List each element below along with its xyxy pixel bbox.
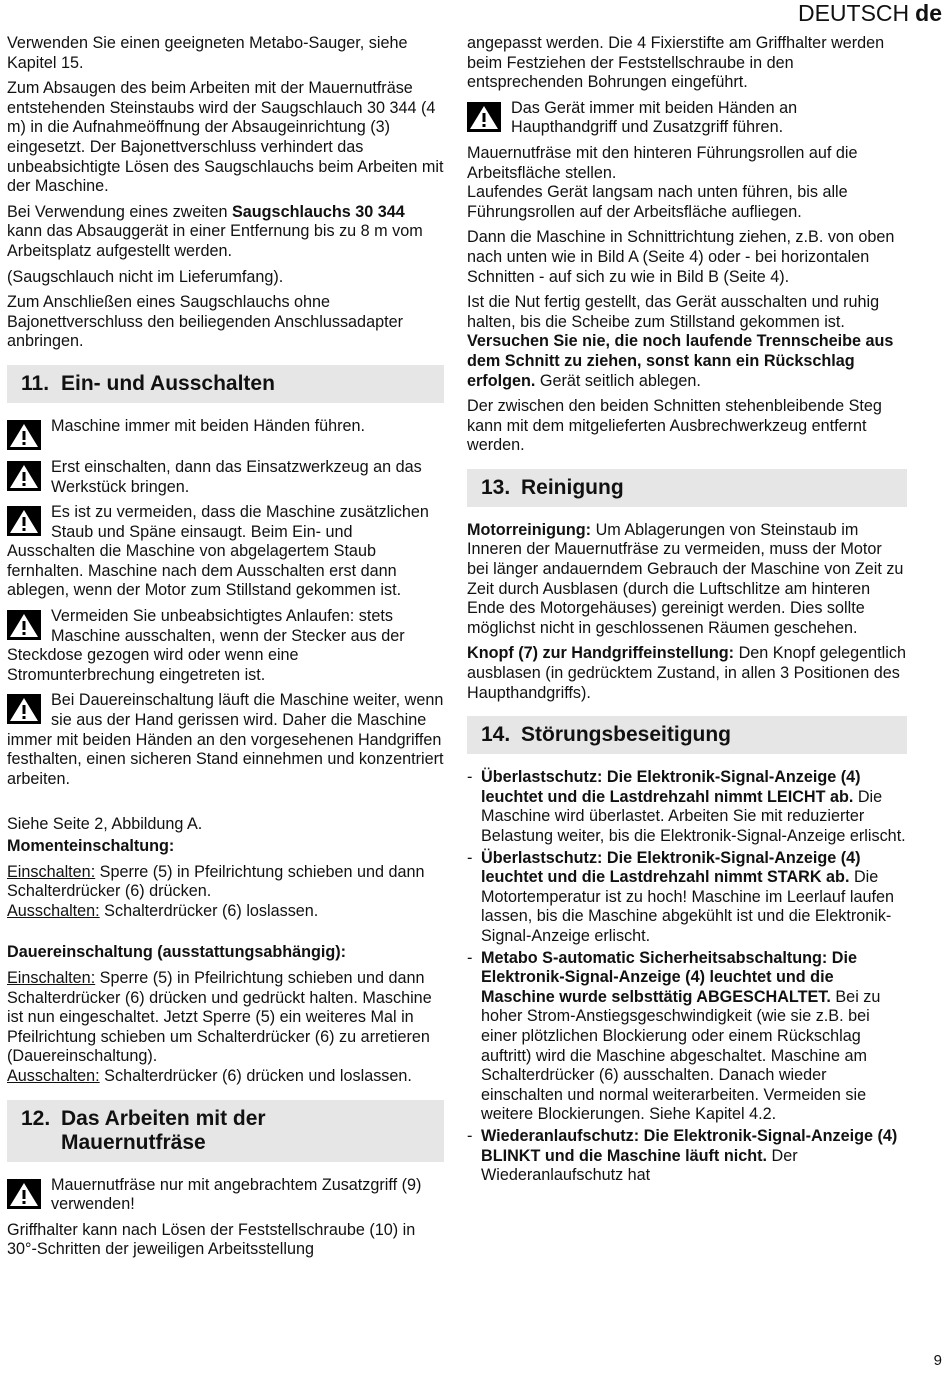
paragraph: Bei Verwendung eines zweiten Saugschlauchs 30 344 kann das Absauggerät in einer Entfernung bis zu 8 m vom Arbeitsplatz aufgestellt werden. (7, 202, 423, 260)
paragraph: Verwenden Sie einen geeigneten Metabo-Sauger, siehe Kapitel 15. (7, 34, 408, 72)
warning-triangle-icon (7, 461, 41, 491)
warning-triangle-icon (7, 694, 41, 724)
list-item: - Überlastschutz: Die Elektronik-Signal-Anzeige (4) leuchtet und die Lastdrehzahl nimmt STARK ab. Die Motortemperatur ist zu hoch! Maschine im Leerlauf laufen lassen, bis die Maschine abgekühlt ist und die Elektronik-Signal-Anzeige erlischt. (467, 848, 894, 945)
page-number: 9 (933, 1352, 942, 1369)
warning-note: Das Gerät immer mit beiden Händen an Haupthandgriff und Zusatzgriff führen. (467, 99, 907, 138)
warning-triangle-icon (7, 610, 41, 640)
paragraph: Siehe Seite 2, Abbildung A. (7, 815, 203, 834)
paragraph: Zum Anschließen eines Saugschlauchs ohne Bajonettverschluss den beiliegenden Anschlussadapter anbringen. (7, 293, 403, 351)
paragraph: Griffhalter kann nach Lösen der Feststellschraube (10) in 30°-Schritten der jeweiligen Arbeitsstellung (7, 1220, 416, 1259)
page-header (798, 0, 942, 26)
warning-note: Es ist zu vermeiden, dass die Maschine zusätzlichen Staub und Späne einsaugt. Beim Ein- und Ausschalten die Maschine von abgelagertem Staub fernhalten. Maschine nach dem Ausschalten erst dann ablegen, wenn der Motor zum Stillstand gekommen ist. (7, 503, 429, 600)
section-heading-13: 13. Reinigung (467, 469, 907, 507)
paragraph: Einschalten: Sperre (5) in Pfeilrichtung schieben und dann Schalterdrücker (6) drücken. (7, 862, 425, 901)
list-item: - Überlastschutz: Die Elektronik-Signal-Anzeige (4) leuchtet und die Lastdrehzahl nimmt LEICHT ab. Die Maschine wird überlastet. Arbeiten Sie mit reduzierter Belastung weiter, bis die Elektronik-Signal-Anzeige erlischt. (467, 768, 906, 845)
header-title: DEUTSCH (797, 0, 910, 26)
warning-note: Mauernutfräse nur mit angebrachtem Zusatzgriff (9) verwenden! (7, 1176, 444, 1215)
section-heading-14: 14. Störungsbeseitigung (467, 716, 907, 754)
paragraph: Knopf (7) zur Handgriffeinstellung: Den Knopf gelegentlich ausblasen (in gedrücktem Zustand, in allen 3 Positionen des Haupthandgriffs). (467, 644, 906, 702)
troubleshooting-list (467, 768, 907, 1185)
warning-note: Maschine immer mit beiden Händen führen. (7, 417, 444, 452)
subheading-momenteinschaltung: Momenteinschaltung: (7, 837, 175, 855)
paragraph: Zum Absaugen des beim Arbeiten mit der Mauernutfräse entstehenden Steinstaubs wird der Saugschlauch 30 344 (4 m) in die Aufnahmeöffnung der Absaugeinrichtung (3) eingesetzt. Der Bajonettverschluss verhindert das unbeabsichtigte Lösen des Saugschlauchs beim Arbeiten mit der Maschine. (7, 79, 444, 196)
paragraph: Einschalten: Sperre (5) in Pfeilrichtung schieben und dann Schalterdrücker (6) drücken und gedrückt halten. Maschine ist nun eingeschaltet. Jetzt Sperre (5) ein weiteres Mal in Pfeilrichtung schieben um Schalterdrücker (6) zu arretieren (Dauereinschaltung). (7, 968, 432, 1066)
paragraph: Mauernutfräse mit den hinteren Führungsrollen auf die Arbeitsfläche stellen. (467, 143, 858, 182)
paragraph: Motorreinigung: Um Ablagerungen von Steinstaub im Inneren der Mauernutfräse zu vermeiden, muss der Motor bei länger andauerndem Gebrauch der Maschine von Zeit zu Zeit durch Ausblasen (durch die Luftschlitze am hinteren Ende des Motorgehäuses) gereinigt werden. Dies sollte möglichst nicht in geschlossenen Räumen geschehen. (467, 520, 904, 637)
warning-triangle-icon (467, 102, 501, 132)
section-heading-11: 11. Ein- und Ausschalten (7, 365, 444, 403)
right-column (467, 34, 907, 1188)
section-heading-12: 12. Das Arbeiten mit der Mauernutfräse (7, 1100, 444, 1162)
paragraph: Ausschalten: Schalterdrücker (6) loslassen. (7, 901, 319, 920)
warning-note: Vermeiden Sie unbeabsichtigtes Anlaufen: stets Maschine ausschalten, wenn der Stecker aus der Steckdose gezogen wird oder wenn eine Stromunterbrechung eingetreten ist. (7, 607, 405, 684)
paragraph: Dann die Maschine in Schnittrichtung ziehen, z.B. von oben nach unten wie in Bild A (Seite 4) oder - bei horizontalen Schnitten - auf sich zu wie in Bild B (Seite 4). (467, 228, 895, 286)
paragraph: Der zwischen den beiden Schnitten stehenbleibende Steg kann mit dem mitgelieferten Ausbrechwerkzeug entfernt werden. (467, 397, 882, 455)
list-item: - Wiederanlaufschutz: Die Elektronik-Signal-Anzeige (4) BLINKT und die Maschine läuft nicht. Der Wiederanlaufschutz hat (467, 1126, 898, 1185)
list-item: - Metabo S-automatic Sicherheitsabschaltung: Die Elektronik-Signal-Anzeige (4) leuchtet und die Maschine wurde selbsttätig ABGESCHALTET. Bei zu hoher Strom-Anstiegsgeschwindigkeit (wie sie z.B. bei einer plötzlichen Blockierung oder einem Rückschlag auftritt) wird die Maschine abgeschaltet. Maschine am Schalterdrücker (6) ausschalten. Danach wieder einschalten und normal weiterarbeiten. Vermeiden sie weitere Blockierungen. Siehe Kapitel 4.2. (467, 948, 881, 1124)
paragraph: angepasst werden. Die 4 Fixierstifte am Griffhalter werden beim Festziehen der Feststellschraube in den entsprechenden Bohrungen eingeführt. (467, 34, 885, 92)
paragraph: Ist die Nut fertig gestellt, das Gerät ausschalten und ruhig halten, bis die Scheibe zum Stillstand gekommen ist. Versuchen Sie nie, die noch laufende Trennscheibe aus dem Schnitt zu ziehen, sonst kann ein Rückschlag erfolgen. Gerät seitlich ablegen. (467, 293, 894, 390)
warning-triangle-icon (7, 506, 41, 536)
warning-triangle-icon (7, 1179, 41, 1209)
warning-note: Bei Dauereinschaltung läuft die Maschine weiter, wenn sie aus der Hand gerissen wird. Daher die Maschine immer mit beiden Händen an den vorgesehenen Handgriffen festhalten, einen sicheren Stand einnehmen und konzentriert arbeiten. (7, 691, 444, 788)
header-lang: de (915, 0, 942, 26)
warning-note: Erst einschalten, dann das Einsatzwerkzeug an das Werkstück bringen. (7, 458, 444, 497)
subheading-dauereinschaltung: Dauereinschaltung (ausstattungsabhängig): (7, 943, 347, 962)
paragraph: Ausschalten: Schalterdrücker (6) drücken und loslassen. (7, 1066, 412, 1085)
paragraph: (Saugschlauch nicht im Lieferumfang). (7, 267, 284, 286)
paragraph: Laufendes Gerät langsam nach unten führen, bis alle Führungsrollen auf der Arbeitsfläche aufliegen. (467, 183, 848, 221)
warning-triangle-icon (7, 420, 41, 450)
left-column (7, 34, 444, 1266)
